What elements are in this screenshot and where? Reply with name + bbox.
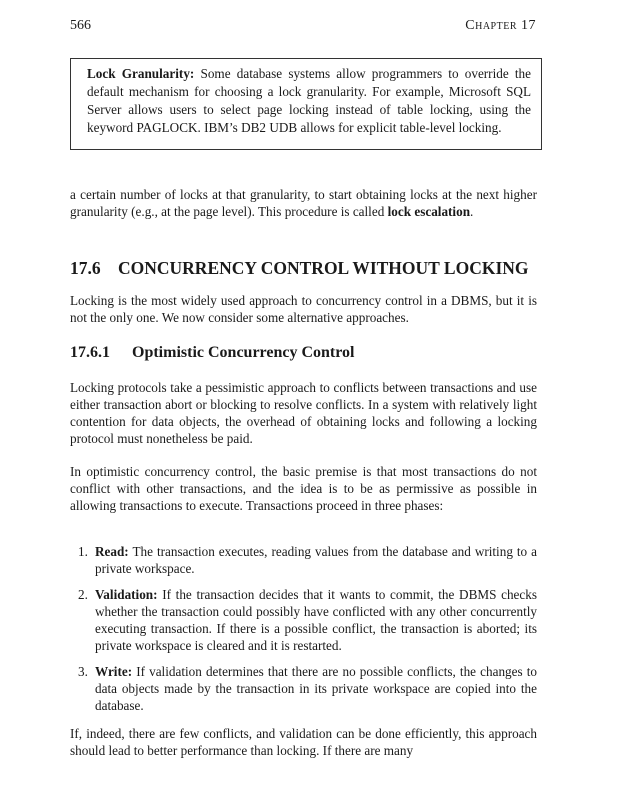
phase-term: Write: <box>95 664 133 679</box>
list-item <box>70 663 537 714</box>
list-marker: 2. <box>78 587 88 602</box>
subsection-title: Optimistic Concurrency Control <box>132 344 355 361</box>
section-heading <box>70 258 529 279</box>
subsection-number: 17.6.1 <box>70 344 110 361</box>
page-number: 566 <box>70 18 91 33</box>
term-lock-escalation: lock escalation <box>387 204 471 219</box>
sidebar-box <box>70 58 542 150</box>
sidebar-body: Some database systems allow programmers to override the default mechanism for choosing a lock granularity. For example, Microsoft SQL Server allows users to select page locking instead of table locking, using the keyword PAGLOCK. IBM’s DB2 UDB allows for explicit table-level locking. <box>87 66 531 135</box>
paragraph-pessimistic: Locking protocols take a pessimistic approach to conflicts between transactions and use either transaction abort or blocking to resolve conflicts. In a system with relatively light contention for data objects, the overhead of obtaining locks and following a locking protocol must nonetheless be paid. <box>70 380 537 446</box>
closing-paragraph: If, indeed, there are few conflicts, and validation can be done efficiently, this approach should lead to better performance than locking. If there are many <box>70 726 537 758</box>
intro-end: . <box>470 204 474 219</box>
list-marker: 3. <box>78 664 88 679</box>
list-marker: 1. <box>78 544 88 559</box>
section-number: 17.6 <box>70 258 101 278</box>
subsection-heading <box>70 344 355 362</box>
section-paragraph: Locking is the most widely used approach to concurrency control in a DBMS, but it is not the only one. We now consider some alternative approaches. <box>70 293 537 325</box>
phase-term: Validation: <box>95 587 158 602</box>
phase-term: Read: <box>95 544 129 559</box>
phase-text: The transaction executes, reading values from the database and writing to a private workspace. <box>95 544 537 576</box>
list-item <box>70 586 537 654</box>
phase-list <box>70 543 537 714</box>
sidebar-title: Lock Granularity: <box>87 66 195 81</box>
intro-text: a certain number of locks at that granularity, to start obtaining locks at the next higher granularity (e.g., at the page level). This procedure is called <box>70 187 537 219</box>
paragraph-optimistic: In optimistic concurrency control, the basic premise is that most transactions do not conflict with other transactions, and the idea is to be as permissive as possible in allowing transactions to execute. Transactions proceed in three phases: <box>70 464 537 513</box>
phase-text: If validation determines that there are no possible conflicts, the changes to data objects made by the transaction in its private workspace are copied into the database. <box>95 664 537 713</box>
intro-paragraph <box>70 186 537 220</box>
running-header-chapter: Chapter 17 <box>465 18 536 33</box>
section-title: CONCURRENCY CONTROL WITHOUT LOCKING <box>118 258 529 278</box>
list-item <box>70 543 537 577</box>
phase-text: If the transaction decides that it wants to commit, the DBMS checks whether the transaction could possibly have conflicted with any other concurrently executing transaction. If there is a possible conflict, the transaction is aborted; its private workspace is cleared and it is restarted. <box>95 587 537 653</box>
sidebar-text <box>87 65 531 149</box>
